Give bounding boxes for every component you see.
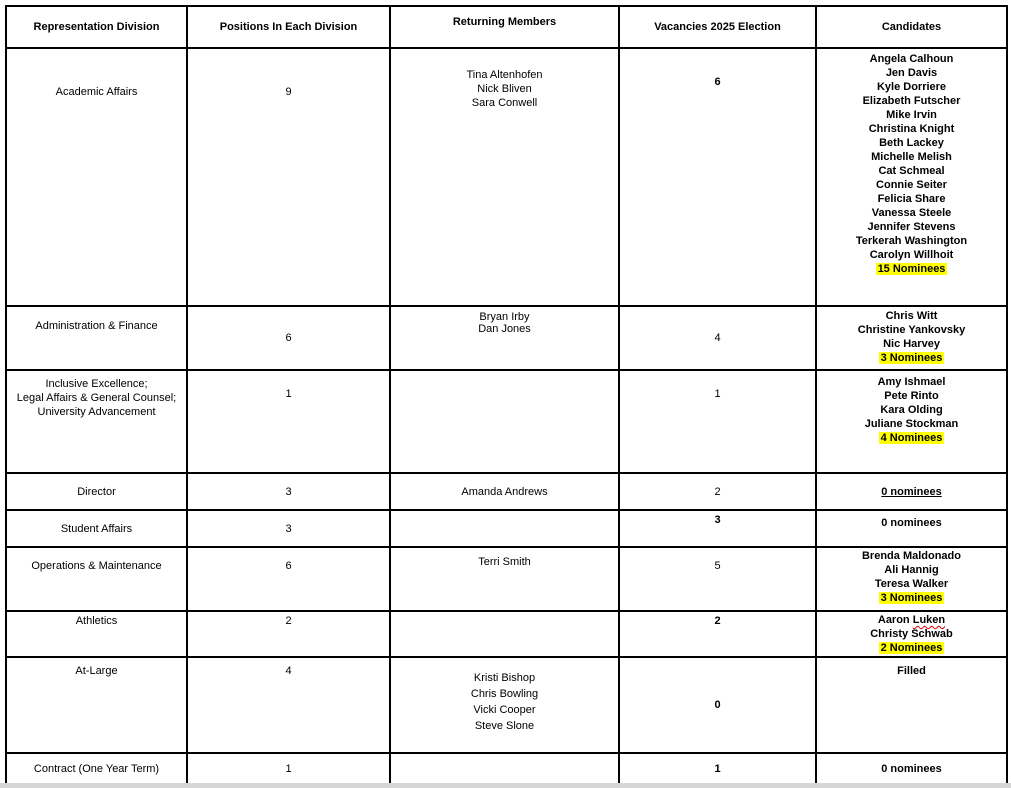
candidates-cell bbox=[816, 657, 1007, 753]
candidates-cell bbox=[816, 753, 1007, 784]
nominee-count-highlight: 3 Nominees bbox=[880, 352, 943, 364]
candidate-name-text: Mike Irvin bbox=[886, 109, 937, 121]
column-header-vacancies: Vacancies 2025 Election bbox=[619, 6, 816, 48]
candidate-name-text: Angela Calhoun bbox=[869, 53, 954, 65]
candidate-name-text: Teresa Walker bbox=[874, 578, 949, 590]
candidate-name bbox=[821, 80, 1002, 94]
candidate-name-text: Carolyn Willhoit bbox=[869, 249, 954, 261]
candidate-name bbox=[821, 108, 1002, 122]
candidate-name bbox=[821, 337, 1002, 351]
candidate-name-text: Christine Yankovsky bbox=[857, 324, 966, 336]
division-cell bbox=[6, 473, 187, 510]
candidate-name bbox=[821, 375, 1002, 389]
returning-member-name: Nick Bliven bbox=[477, 83, 532, 95]
candidates-cell bbox=[816, 48, 1007, 306]
nominee-count-highlight: 2 Nominees bbox=[880, 642, 943, 654]
nominee-count bbox=[821, 262, 1002, 276]
positions-cell: 6 bbox=[187, 306, 390, 370]
candidate-name-text: Vanessa Steele bbox=[871, 207, 952, 219]
division-cell bbox=[6, 48, 187, 306]
nominee-count bbox=[821, 641, 1002, 655]
candidate-name bbox=[821, 178, 1002, 192]
table-row bbox=[6, 473, 1007, 510]
column-header-candidates: Candidates bbox=[816, 6, 1007, 48]
candidate-name-text: Terkerah Washington bbox=[855, 235, 968, 247]
candidate-name-text: Cat Schmeal bbox=[878, 165, 945, 177]
positions-cell: 3 bbox=[187, 473, 390, 510]
returning-cell bbox=[390, 611, 619, 657]
candidate-name bbox=[821, 150, 1002, 164]
positions-cell: 1 bbox=[187, 753, 390, 784]
candidate-name bbox=[821, 389, 1002, 403]
returning-cell bbox=[390, 510, 619, 547]
candidate-name-text: Aaron Luken bbox=[877, 614, 946, 626]
election-table bbox=[5, 5, 1008, 785]
returning-member-name: Tina Altenhofen bbox=[466, 69, 543, 81]
candidate-name bbox=[821, 627, 1002, 641]
candidate-name bbox=[821, 136, 1002, 150]
returning-member-name: Vicki Cooper bbox=[473, 704, 536, 716]
vacancies-cell: 3 bbox=[619, 510, 816, 547]
candidate-name bbox=[821, 192, 1002, 206]
candidate-name bbox=[821, 613, 1002, 627]
division-line: Academic Affairs bbox=[55, 86, 138, 98]
vacancies-cell: 2 bbox=[619, 473, 816, 510]
candidate-name bbox=[821, 94, 1002, 108]
candidates-cell bbox=[816, 510, 1007, 547]
candidate-name bbox=[821, 417, 1002, 431]
misspelled-word: Luken bbox=[912, 614, 946, 626]
candidate-name-text: Kyle Dorriere bbox=[876, 81, 947, 93]
table-row bbox=[6, 611, 1007, 657]
positions-cell: 1 bbox=[187, 370, 390, 473]
vacancies-cell: 2 bbox=[619, 611, 816, 657]
candidate-name-text: Ali Hannig bbox=[884, 564, 939, 576]
table-row bbox=[6, 306, 1007, 370]
vacancies-cell: 1 bbox=[619, 753, 816, 784]
window-bottom-edge bbox=[0, 783, 1011, 788]
vacancies-cell: 4 bbox=[619, 306, 816, 370]
division-cell bbox=[6, 547, 187, 611]
candidate-name bbox=[821, 309, 1002, 323]
returning-member-name: Chris Bowling bbox=[470, 688, 539, 700]
returning-cell bbox=[390, 657, 619, 753]
returning-member-name: Sara Conwell bbox=[471, 97, 538, 109]
candidate-name-text: Pete Rinto bbox=[884, 390, 939, 402]
candidate-name bbox=[821, 323, 1002, 337]
returning-cell bbox=[390, 48, 619, 306]
election-table-body bbox=[6, 48, 1007, 784]
returning-member-name: Steve Slone bbox=[474, 720, 535, 732]
division-line: Contract (One Year Term) bbox=[33, 762, 160, 775]
candidate-name-text: 0 nominees bbox=[881, 485, 942, 498]
table-row bbox=[6, 753, 1007, 784]
positions-cell: 6 bbox=[187, 547, 390, 611]
document-page bbox=[5, 5, 1008, 785]
returning-member-name: Dan Jones bbox=[478, 323, 531, 335]
vacancies-cell: 6 bbox=[619, 48, 816, 306]
candidate-name bbox=[821, 516, 1002, 530]
candidate-name-text: Kara Olding bbox=[880, 404, 943, 416]
nominee-count bbox=[821, 431, 1002, 445]
division-cell bbox=[6, 306, 187, 370]
candidate-name bbox=[821, 234, 1002, 248]
division-line: Athletics bbox=[75, 615, 118, 627]
candidate-name-text: Felicia Share bbox=[877, 193, 946, 205]
table-row bbox=[6, 370, 1007, 473]
nominee-count bbox=[821, 591, 1002, 605]
division-line: Inclusive Excellence; bbox=[45, 378, 148, 390]
returning-cell bbox=[390, 306, 619, 370]
returning-cell bbox=[390, 547, 619, 611]
vacancies-cell: 5 bbox=[619, 547, 816, 611]
column-header-returning-members: Returning Members bbox=[390, 6, 619, 48]
candidate-name-text: Beth Lackey bbox=[879, 137, 944, 149]
returning-member-name: Bryan Irby bbox=[479, 311, 530, 323]
candidate-name-text: Juliane Stockman bbox=[864, 418, 959, 430]
candidate-name-text: Brenda Maldonado bbox=[861, 550, 961, 562]
candidate-name bbox=[821, 664, 1002, 678]
division-line: Administration & Finance bbox=[35, 320, 158, 332]
candidate-name-text: Chris Witt bbox=[885, 310, 938, 322]
candidate-name-text: Filled bbox=[897, 665, 926, 677]
division-line: Student Affairs bbox=[60, 522, 133, 535]
candidate-name-text: Jen Davis bbox=[885, 67, 938, 79]
candidates-cell bbox=[816, 306, 1007, 370]
candidate-name-text: Michelle Melish bbox=[871, 151, 952, 163]
candidate-name bbox=[821, 248, 1002, 262]
nominee-count-highlight: 15 Nominees bbox=[877, 263, 946, 275]
nominee-count-highlight: 4 Nominees bbox=[880, 432, 943, 444]
candidate-name bbox=[821, 122, 1002, 136]
division-line: Legal Affairs & General Counsel; bbox=[16, 392, 177, 404]
table-header-row bbox=[6, 6, 1007, 48]
candidate-name-text: Christy Schwab bbox=[870, 628, 953, 640]
candidates-cell bbox=[816, 370, 1007, 473]
vacancies-cell: 0 bbox=[619, 657, 816, 753]
nominee-count-highlight: 3 Nominees bbox=[880, 592, 943, 604]
column-header-positions: Positions In Each Division bbox=[187, 6, 390, 48]
returning-member-name: Kristi Bishop bbox=[473, 672, 536, 684]
candidate-name bbox=[821, 206, 1002, 220]
candidate-name-text: Nic Harvey bbox=[883, 338, 940, 350]
division-line: At-Large bbox=[75, 665, 118, 677]
candidate-name-text: Connie Seiter bbox=[876, 179, 947, 191]
candidate-name-text: Elizabeth Futscher bbox=[862, 95, 961, 107]
candidate-name bbox=[821, 220, 1002, 234]
candidates-cell bbox=[816, 611, 1007, 657]
positions-cell: 9 bbox=[187, 48, 390, 306]
nominee-count bbox=[821, 351, 1002, 365]
candidate-name-text: Christina Knight bbox=[868, 123, 955, 135]
returning-member-name: Terri Smith bbox=[478, 556, 531, 568]
candidate-name bbox=[821, 577, 1002, 591]
table-row bbox=[6, 510, 1007, 547]
candidate-name bbox=[821, 164, 1002, 178]
positions-cell: 4 bbox=[187, 657, 390, 753]
candidate-name-text: Jennifer Stevens bbox=[867, 221, 956, 233]
division-cell bbox=[6, 510, 187, 547]
division-cell bbox=[6, 657, 187, 753]
candidates-cell bbox=[816, 473, 1007, 510]
candidate-name bbox=[821, 403, 1002, 417]
positions-cell: 2 bbox=[187, 611, 390, 657]
candidate-name bbox=[821, 549, 1002, 563]
positions-cell: 3 bbox=[187, 510, 390, 547]
returning-cell bbox=[390, 753, 619, 784]
vacancies-cell: 1 bbox=[619, 370, 816, 473]
division-cell bbox=[6, 611, 187, 657]
returning-cell bbox=[390, 370, 619, 473]
division-cell bbox=[6, 753, 187, 784]
candidate-name bbox=[821, 52, 1002, 66]
division-line: Director bbox=[77, 485, 116, 498]
candidate-name-text: 0 nominees bbox=[881, 517, 942, 529]
candidate-name bbox=[821, 762, 1002, 776]
table-row bbox=[6, 657, 1007, 753]
division-line: Operations & Maintenance bbox=[31, 560, 162, 572]
division-cell bbox=[6, 370, 187, 473]
candidate-name-text: 0 nominees bbox=[881, 762, 942, 775]
candidates-cell bbox=[816, 547, 1007, 611]
table-row bbox=[6, 48, 1007, 306]
candidate-name-text: Amy Ishmael bbox=[877, 376, 946, 388]
candidate-name bbox=[821, 66, 1002, 80]
division-line: University Advancement bbox=[37, 406, 156, 418]
column-header-representation-division: Representation Division bbox=[6, 6, 187, 48]
returning-cell bbox=[390, 473, 619, 510]
table-row bbox=[6, 547, 1007, 611]
returning-member-name: Amanda Andrews bbox=[461, 485, 548, 498]
candidate-name bbox=[821, 563, 1002, 577]
candidate-name bbox=[821, 485, 1002, 499]
